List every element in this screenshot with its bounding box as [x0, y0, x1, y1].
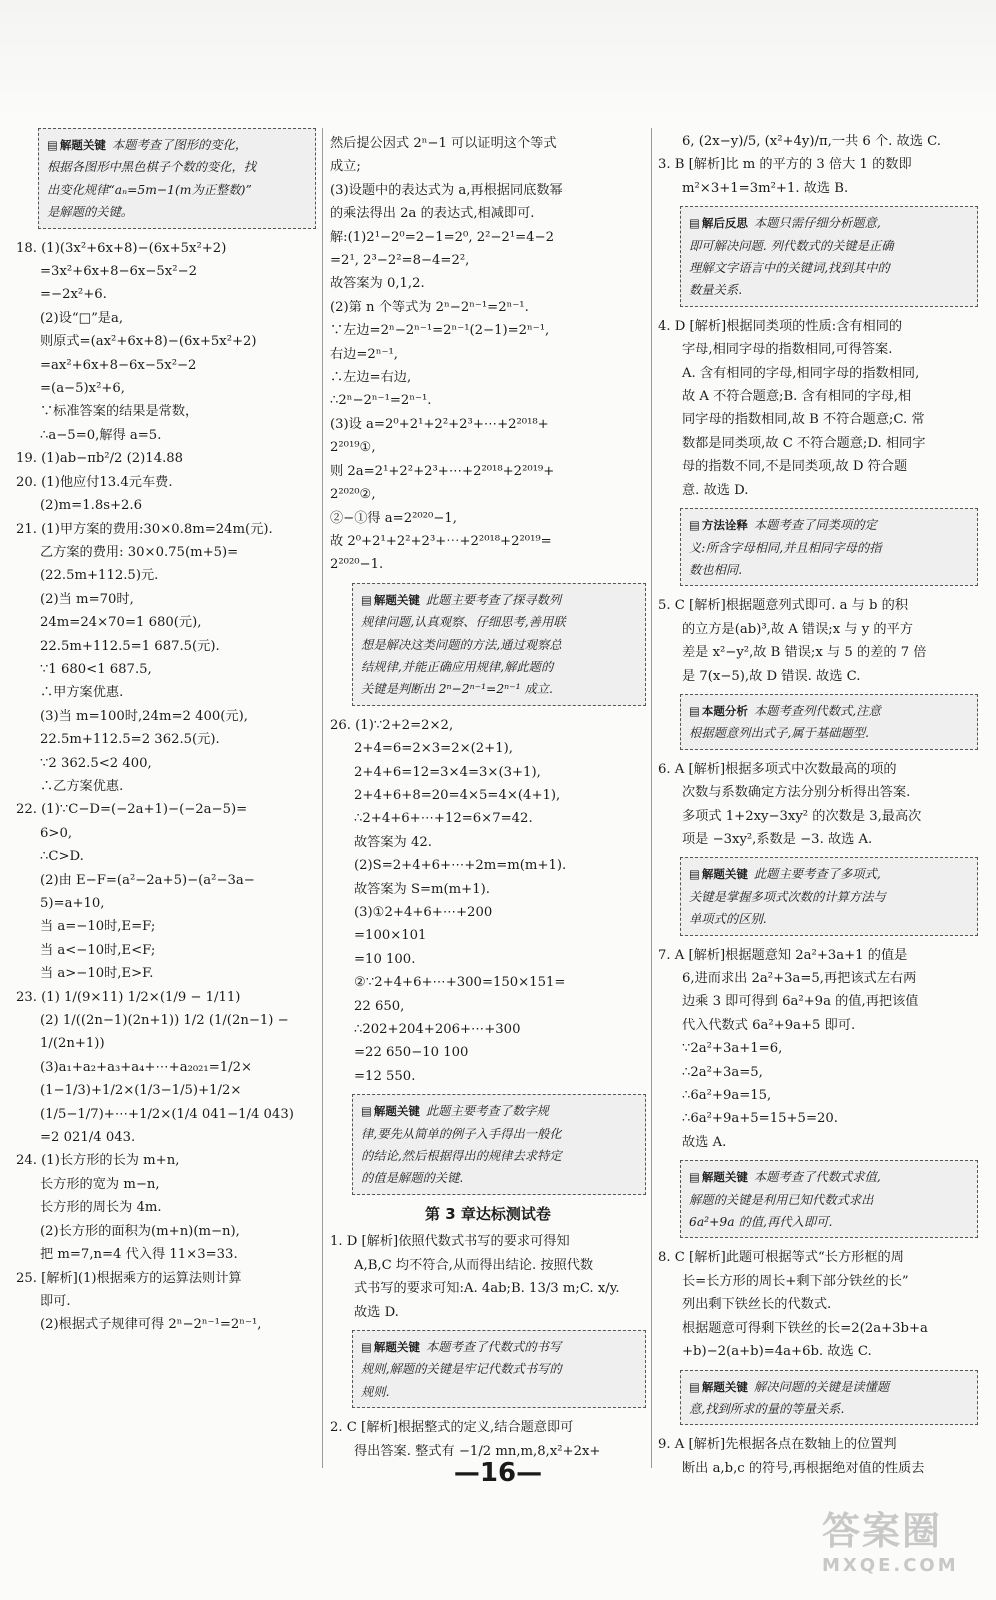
text-line: 即可. — [40, 1293, 71, 1309]
text-line: 2+4+6+8=20=4×5=4×(4+1), — [354, 787, 561, 803]
text-line: 长方形的宽为 m−n, — [40, 1176, 160, 1192]
text-line: 2+4+6=12=3×4=3×(3+1), — [354, 764, 541, 780]
text-line: 5. C [解析]根据题意列式即可. a 与 b 的积 — [658, 598, 909, 614]
text-line: (3)①2+4+6+⋯+200 — [354, 905, 493, 920]
box-line: 关键是判断出 2ⁿ−2ⁿ⁻¹=2ⁿ⁻¹ 成立. — [361, 682, 553, 697]
box-line: 是解题的关键。 — [47, 205, 134, 220]
text-line: 22. (1)∵C−D=(−2a+1)−(−2a−5)= — [16, 802, 248, 818]
analysis-box — [680, 694, 978, 750]
text-line: 6, (2x−y)/5, (x²+4y)/π,一共 6 个. 故选 C. — [682, 134, 941, 149]
text-line: 4. D [解析]根据同类项的性质:含有相同的 — [658, 318, 903, 334]
text-line: ∵标准答案的结果是常数， — [40, 404, 199, 420]
box-line: 单项式的区别. — [689, 912, 767, 927]
text-line: 2²⁰²⁰②, — [330, 487, 376, 503]
box-line: 规则,解题的关键是牢记代数式书写的 — [361, 1362, 562, 1377]
text-line: 母的指数不同,不是同类项,故 D 符合题 — [682, 459, 908, 475]
text-line: 22.5m+112.5=1 687.5(元). — [40, 638, 220, 654]
text-line: =−2x²+6. — [40, 287, 107, 303]
text-line: (3)设 a=2⁰+2¹+2²+2³+⋯+2²⁰¹⁸+ — [330, 416, 549, 432]
text-line: 5)=a+10, — [40, 896, 105, 911]
answer-lines — [16, 237, 316, 1337]
text-line: 次数与系数确定方法分别分析得出答案. — [682, 785, 911, 801]
text-line: (2)m=1.8s+2.6 — [40, 498, 142, 514]
text-line: 6>0, — [40, 825, 73, 841]
watermark-logo — [822, 1500, 982, 1576]
answer-lines — [658, 130, 978, 200]
box-line: 本题考查了代数式求值, — [753, 1170, 881, 1185]
text-line: 6,进而求出 2a²+3a=5,再把该式左右两 — [682, 971, 917, 986]
text-line: 故选 D. — [354, 1304, 399, 1320]
box-line: 想是解决这类问题的方法,通过观察总 — [361, 637, 562, 652]
text-line: 的立方是(ab)³,故 A 错误;x 与 y 的平方 — [682, 621, 913, 637]
text-line: ∴2ⁿ−2ⁿ⁻¹=2ⁿ⁻¹. — [330, 393, 432, 409]
text-line: 2²⁰¹⁹①, — [330, 440, 376, 456]
text-line: 项是 −3xy²,系数是 −3. 故选 A. — [682, 831, 873, 847]
text-line: 当 a<−10时,E<F; — [40, 942, 156, 958]
text-line: ∴乙方案优惠. — [40, 778, 124, 794]
box-line: 关键是掌握多项式次数的计算方法与 — [689, 889, 886, 904]
text-line: 字母,相同字母的指数相同,可得答案. — [682, 342, 893, 358]
text-line: 故 2⁰+2¹+2²+2³+⋯+2²⁰¹⁸+2²⁰¹⁹= — [330, 533, 552, 549]
text-line: (2) 1/((2n−1)(2n+1)) 1/2 (1/(2n−1) − — [40, 1013, 289, 1029]
box-line: 本题考查了图形的变化， — [111, 138, 248, 152]
text-line: 22 650, — [354, 998, 405, 1014]
box-line: 结规律,并能正确应用规律,解此题的 — [361, 659, 554, 674]
text-line: ∵1 680<1 687.5, — [40, 661, 152, 677]
box-line: 规则. — [361, 1384, 390, 1399]
section-title: 第 3 章达标测试卷 — [425, 1204, 551, 1223]
answer-lines — [330, 1230, 646, 1324]
text-line: ∴6a²+9a=15, — [682, 1088, 772, 1104]
box-line: 根据题意列出式子,属于基础题型. — [689, 726, 869, 741]
text-line: ∴6a²+9a+5=15+5=20. — [682, 1111, 838, 1127]
text-line: 同字母的指数相同,故 B 不符合题意;C. 常 — [682, 412, 925, 428]
box-tag: ▤ 方法诠释 — [689, 518, 748, 532]
answer-lines — [658, 944, 978, 1155]
text-line: (2)第 n 个等式为 2ⁿ−2ⁿ⁻¹=2ⁿ⁻¹. — [330, 299, 529, 315]
text-line: 2²⁰²⁰−1. — [330, 557, 384, 573]
text-line: 故选 A. — [682, 1134, 727, 1150]
key-point-box — [680, 857, 978, 935]
text-line: A,B,C 均不符合,从而得出结论. 按照代数 — [354, 1257, 594, 1273]
text-line: 边乘 3 即可得到 6a²+9a 的值,再把该值 — [682, 994, 919, 1010]
text-line: 故答案为 0,1,2. — [330, 276, 425, 292]
text-line: 21. (1)甲方案的费用:30×0.8m=24m(元). — [16, 521, 273, 537]
box-line: 解题的关键是利用已知代数式求出 — [689, 1192, 874, 1207]
top-margin — [0, 0, 996, 120]
text-line: 长方形的周长为 4m. — [40, 1200, 162, 1216]
key-point-box — [352, 1330, 646, 1408]
text-line: 右边=2ⁿ⁻¹, — [330, 346, 398, 362]
watermark-text: 答案圈 — [822, 1509, 943, 1553]
box-line: 数量关系. — [689, 283, 743, 298]
text-line: 2+4=6=2×3=2×(2+1), — [354, 741, 513, 757]
text-line: 20. (1)他应付13.4元车费. — [16, 474, 173, 490]
column-divider — [322, 128, 323, 1468]
text-line: =12 550. — [354, 1068, 416, 1084]
text-line: =2 021/4 043. — [40, 1130, 136, 1146]
text-line: =10 100. — [354, 951, 416, 967]
text-line: ∴a−5=0,解得 a=5. — [40, 427, 162, 443]
column-middle — [330, 132, 646, 1463]
box-tag: ▤ 解题关键 — [689, 1170, 748, 1184]
text-line: 然后提公因式 2ⁿ−1 可以证明这个等式 — [330, 136, 557, 151]
text-line: 意. 故选 D. — [682, 482, 749, 498]
text-line: 7. A [解析]根据题意知 2a²+3a+1 的值是 — [658, 947, 908, 963]
text-line: ∴202+204+206+⋯+300 — [354, 1022, 521, 1038]
text-line: +b)−2(a+b)=4a+6b. 故选 C. — [682, 1344, 872, 1360]
box-line: 律,要先从简单的例子入手得出一般化 — [361, 1126, 562, 1141]
text-line: ∴2+4+6+⋯+12=6×7=42. — [354, 811, 533, 827]
text-line: 6. A [解析]根据多项式中次数最高的项的 — [658, 761, 897, 777]
text-line: 根据题意可得剩下铁丝的长=2(2a+3b+a — [682, 1320, 928, 1336]
answer-lines — [658, 315, 978, 502]
text-line: 把 m=7,n=4 代入得 11×3=33. — [40, 1247, 238, 1263]
box-line: 即可解决问题. 列代数式的关键是正确 — [689, 238, 894, 253]
box-line: 数也相同. — [689, 562, 743, 577]
text-line: 的乘法得出 2a 的表达式,相减即可. — [330, 206, 535, 222]
key-point-box — [38, 128, 316, 229]
answer-lines — [658, 594, 978, 688]
box-tag: ▤ 解题关键 — [361, 1340, 420, 1354]
text-line: 是 7(x−5),故 D 错误. 故选 C. — [682, 668, 861, 684]
text-line: 长=长方形的周长+剩下部分铁丝的长” — [682, 1273, 909, 1289]
text-line: ②∵2+4+6+⋯+300=150×151= — [354, 975, 566, 991]
box-line: 本题只需仔细分析题意, — [753, 216, 881, 231]
text-line: 22.5m+112.5=2 362.5(元). — [40, 732, 220, 748]
box-line: 本题考查列代数式,注意 — [753, 703, 881, 718]
column-divider — [651, 128, 652, 1468]
answer-lines — [658, 758, 978, 852]
text-line: 1/(2n+1)) — [40, 1036, 105, 1052]
text-line: 当 a=−10时,E=F; — [40, 919, 156, 935]
text-line: =3x²+6x+8−6x−5x²−2 — [40, 264, 197, 280]
text-line: ∴2a²+3a=5, — [682, 1064, 763, 1080]
text-line: 26. (1)∵2+2=2×2, — [330, 717, 454, 733]
column-right — [658, 130, 978, 1480]
text-line: 故 A 不符合题意;B. 含有相同的字母,相 — [682, 389, 912, 405]
text-line: 故答案为 42. — [354, 834, 432, 850]
text-line: ∴C>D. — [40, 849, 84, 865]
text-line: (2)设“□”是a, — [40, 310, 124, 326]
text-line: 差是 x²−y²,故 B 错误;x 与 5 的差的 7 倍 — [682, 645, 927, 661]
text-line: ∵2a²+3a+1=6, — [682, 1041, 783, 1057]
box-line: 规律问题,认真观察、仔细思考,善用联 — [361, 615, 566, 630]
text-line: 25. [解析](1)根据乘方的运算法则计算 — [16, 1270, 242, 1286]
box-line: 意,找到所求的量的等量关系. — [689, 1401, 845, 1416]
text-line: 23. (1) 1/(9×11) 1/2×(1/9 − 1/11) — [16, 989, 241, 1005]
text-line: ∴甲方案优惠. — [40, 685, 124, 701]
box-line: 的结论,然后根据得出的规律去求特定 — [361, 1149, 562, 1164]
box-line: 此题主要考查了多项式, — [753, 867, 881, 882]
watermark-url: MXQE.COM — [822, 1555, 959, 1576]
text-line: 得出答案. 整式有 −1/2 mn,m,8,x²+2x+ — [354, 1443, 601, 1459]
box-line: 此题主要考查了探寻数列 — [425, 592, 562, 607]
box-line: 解决问题的关键是读懂题 — [753, 1379, 890, 1394]
box-line: 出变化规律“aₙ=5m−1(m为正整数)” — [47, 182, 252, 197]
box-tag: ▤ 解题关键 — [689, 1380, 748, 1394]
column-left — [16, 122, 316, 1337]
text-line: ∴左边=右边, — [330, 370, 412, 386]
text-line: m²×3+1=3m²+1. 故选 B. — [682, 180, 849, 196]
text-line: 数都是同类项,故 C 不符合题意;D. 相同字 — [682, 435, 926, 451]
text-line: ∵左边=2ⁿ−2ⁿ⁻¹=2ⁿ⁻¹(2−1)=2ⁿ⁻¹, — [330, 323, 550, 339]
box-line: 6a²+9a 的值,再代入即可. — [689, 1215, 833, 1230]
text-line: =100×101 — [354, 928, 427, 944]
box-tag: ▤ 解题关键 — [361, 1104, 420, 1118]
text-line: 则原式=(ax²+6x+8)−(6x+5x²+2) — [40, 334, 257, 350]
text-line: 2. C [解析]根据整式的定义,结合题意即可 — [330, 1420, 574, 1436]
box-line: 此题主要考查了数字规 — [425, 1104, 549, 1119]
text-line: ∵2 362.5<2 400, — [40, 755, 152, 771]
text-line: 断出 a,b,c 的符号,再根据绝对值的性质去 — [682, 1460, 925, 1476]
text-line: 解:(1)2¹−2⁰=2−1=2⁰, 2²−2¹=4−2 — [330, 229, 554, 245]
text-line: 24. (1)长方形的长为 m+n, — [16, 1153, 180, 1169]
answer-lines — [330, 714, 646, 1089]
key-point-box — [680, 1160, 978, 1238]
text-line: 3. B [解析]比 m 的平方的 3 倍大 1 的数即 — [658, 157, 912, 173]
text-line: 则 2a=2¹+2²+2³+⋯+2²⁰¹⁸+2²⁰¹⁹+ — [330, 463, 555, 479]
text-line: (2)由 E−F=(a²−2a+5)−(a²−3a− — [40, 872, 255, 888]
text-line: =2¹, 2³−2²=8−4=2², — [330, 253, 470, 269]
text-line: =ax²+6x+8−6x−5x²−2 — [40, 357, 197, 373]
text-line: 8. C [解析]此题可根据等式“长方形框的周 — [658, 1250, 904, 1266]
text-line: 当 a>−10时,E>F. — [40, 966, 154, 982]
text-line: 19. (1)ab−πb²/2 (2)14.88 — [16, 451, 184, 467]
reflection-box — [680, 206, 978, 307]
answer-lines — [658, 1246, 978, 1363]
text-line: 代入代数式 6a²+9a+5 即可. — [682, 1017, 856, 1033]
box-tag: ▤ 解题关键 — [361, 593, 420, 607]
text-line: (2)根据式子规律可得 2ⁿ−2ⁿ⁻¹=2ⁿ⁻¹, — [40, 1317, 262, 1333]
box-tag: ▤ 解题关键 — [47, 138, 106, 152]
text-line: (3)当 m=100时,24m=2 400(元), — [40, 708, 248, 724]
text-line: ②−①得 a=2²⁰²⁰−1, — [330, 510, 457, 526]
key-point-box — [352, 583, 646, 706]
box-line: 本题考查了同类项的定 — [753, 518, 877, 533]
text-line: =(a−5)x²+6, — [40, 381, 125, 397]
text-line: 式书写的要求可知:A. 4ab;B. 13/3 m;C. x/y. — [354, 1281, 620, 1297]
text-line: 24m=24×70=1 680(元), — [40, 615, 202, 631]
box-line: 理解文字语言中的关键词,找到其中的 — [689, 261, 890, 276]
method-box — [680, 508, 978, 586]
text-line: 9. A [解析]先根据各点在数轴上的位置判 — [658, 1437, 897, 1453]
answer-lines — [330, 132, 646, 577]
text-line: (3)a₁+a₂+a₃+a₄+⋯+a₂₀₂₁=1/2× — [40, 1059, 253, 1075]
text-line: 列出剩下铁丝长的代数式. — [682, 1297, 832, 1313]
text-line: A. 含有相同的字母,相同字母的指数相同, — [682, 365, 920, 381]
box-line: 的值是解题的关键. — [361, 1171, 464, 1186]
box-tag: ▤ 解题关键 — [689, 867, 748, 881]
box-tag: ▤ 解后反思 — [689, 216, 748, 230]
text-line: (1−1/3)+1/2×(1/3−1/5)+1/2× — [40, 1083, 242, 1099]
text-line: 乙方案的费用: 30×0.75(m+5)= — [40, 544, 239, 560]
text-line: 成立; — [330, 159, 361, 175]
text-line: 故答案为 S=m(m+1). — [354, 881, 490, 897]
box-line: 本题考查了代数式的书写 — [425, 1339, 562, 1354]
page-number: —16— — [453, 1458, 543, 1488]
text-line: (2)当 m=70时, — [40, 591, 134, 607]
text-line: =22 650−10 100 — [354, 1045, 469, 1061]
text-line: 1. D [解析]依照代数式书写的要求可得知 — [330, 1234, 570, 1250]
text-line: 多项式 1+2xy−3xy² 的次数是 3,最高次 — [682, 808, 922, 824]
text-line: (1/5−1/7)+⋯+1/2×(1/4 041−1/4 043) — [40, 1106, 294, 1122]
box-line: 根据各图形中黑色棋子个数的变化，找 — [47, 160, 257, 175]
text-line: (2)长方形的面积为(m+n)(m−n), — [40, 1223, 240, 1239]
key-point-box — [680, 1370, 978, 1426]
answer-lines — [330, 1416, 646, 1463]
text-line: (3)设题中的表达式为 a,再根据同底数幂 — [330, 182, 563, 198]
box-tag: ▤ 本题分析 — [689, 704, 748, 718]
box-line: 义:所含字母相同,并且相同字母的指 — [689, 540, 882, 555]
text-line: (22.5m+112.5)元. — [40, 568, 159, 584]
text-line: (2)S=2+4+6+⋯+2m=m(m+1). — [354, 858, 567, 874]
key-point-box — [352, 1094, 646, 1195]
text-line: 18. (1)(3x²+6x+8)−(6x+5x²+2) — [16, 240, 227, 256]
